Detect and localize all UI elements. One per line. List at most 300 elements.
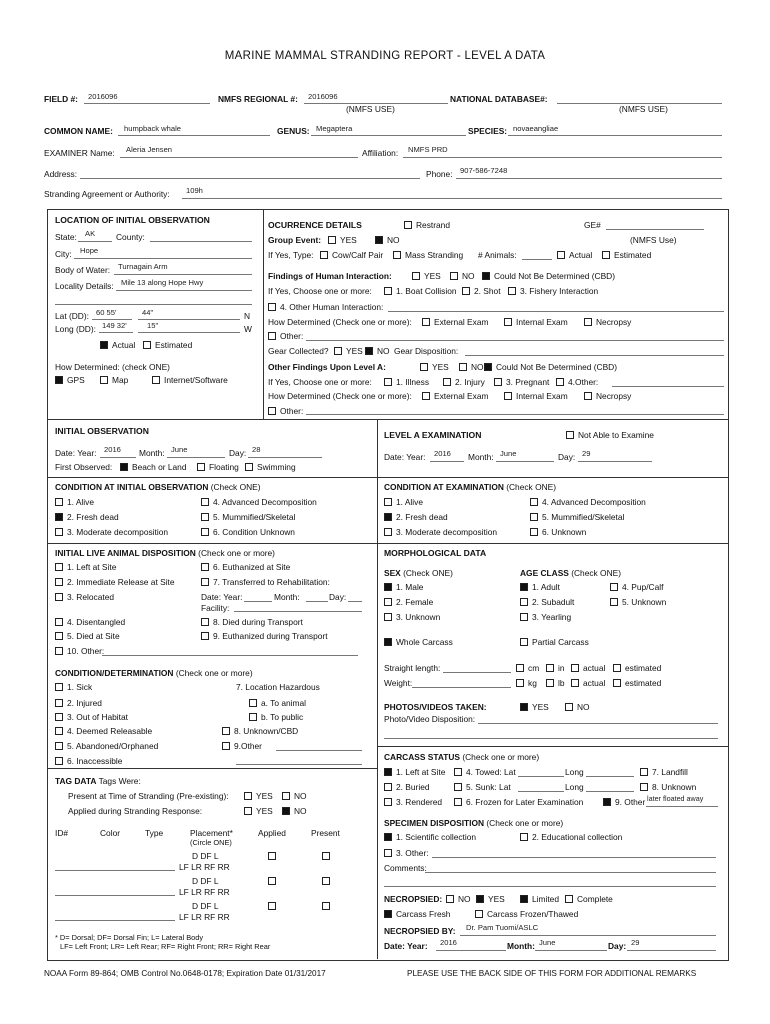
len-actual-option[interactable]: actual xyxy=(571,663,605,673)
sex-male-option[interactable]: 1. Male xyxy=(384,582,423,592)
nec-day-line[interactable] xyxy=(627,950,716,951)
boat-option[interactable]: 1. Boat Collision xyxy=(384,286,457,296)
len-estimated-option[interactable]: estimated xyxy=(613,663,661,673)
det-injured-option[interactable]: 2. Injured xyxy=(55,698,102,708)
animals-line[interactable] xyxy=(522,259,552,260)
la-day-line[interactable] xyxy=(578,461,652,462)
of-cbd-option[interactable]: Could Not Be Determined (CBD) xyxy=(484,362,617,372)
injury-option[interactable]: 2. Injury xyxy=(443,377,485,387)
animals-actual-option[interactable]: Actual xyxy=(557,250,592,260)
species-line[interactable] xyxy=(508,135,722,136)
sex-unknown-option[interactable]: 3. Unknown xyxy=(384,612,440,622)
necropsy-complete-checkbox[interactable] xyxy=(565,895,573,903)
carcass-landfill-checkbox[interactable] xyxy=(640,768,648,776)
disp-other-checkbox[interactable] xyxy=(55,647,63,655)
locality-line-2[interactable] xyxy=(55,304,252,305)
necropsy-checkbox[interactable] xyxy=(584,318,592,326)
ci-mummified-option[interactable]: 5. Mummified/Skeletal xyxy=(201,512,295,522)
of-ext-exam-checkbox[interactable] xyxy=(422,392,430,400)
of-other-option[interactable]: Other: xyxy=(268,406,303,416)
whole-carcass-option[interactable]: Whole Carcass xyxy=(384,637,453,647)
necropsied-yes-option[interactable]: YES xyxy=(476,894,505,904)
beach-checkbox[interactable] xyxy=(120,463,128,471)
photos-yes-checkbox[interactable] xyxy=(520,703,528,711)
ce-moderate-option[interactable]: 3. Moderate decomposition xyxy=(384,527,497,537)
int-exam-checkbox[interactable] xyxy=(504,318,512,326)
beach-option[interactable]: Beach or Land xyxy=(120,462,186,472)
agreement-line[interactable] xyxy=(182,198,722,199)
carcass-frozen-checkbox[interactable] xyxy=(454,798,462,806)
photo-disp-line-2[interactable] xyxy=(384,738,718,739)
of-int-exam-option[interactable]: Internal Exam xyxy=(504,391,568,401)
animals-estimated-checkbox[interactable] xyxy=(602,251,610,259)
carcass-frozen-thawed-checkbox[interactable] xyxy=(475,910,483,918)
comments-line[interactable] xyxy=(425,872,716,873)
ce-moderate-checkbox[interactable] xyxy=(384,528,392,536)
gps-checkbox[interactable] xyxy=(55,376,63,384)
nec-month-line[interactable] xyxy=(535,950,607,951)
ce-unknown-checkbox[interactable] xyxy=(530,528,538,536)
of-ext-exam-option[interactable]: External Exam xyxy=(422,391,488,401)
pregnant-option[interactable]: 3. Pregnant xyxy=(494,377,549,387)
age-adult-option[interactable]: 1. Adult xyxy=(520,582,560,592)
mass-stranding-option[interactable]: Mass Stranding xyxy=(393,250,463,260)
cm-option[interactable]: cm xyxy=(516,663,539,673)
io-day-line[interactable] xyxy=(248,457,322,458)
specimen-educational-checkbox[interactable] xyxy=(520,833,528,841)
age-subadult-checkbox[interactable] xyxy=(520,598,528,606)
sex-female-option[interactable]: 2. Female xyxy=(384,597,433,607)
fishery-option[interactable]: 3. Fishery Interaction xyxy=(508,286,598,296)
carcass-other-checkbox[interactable] xyxy=(603,798,611,806)
lat-min-line[interactable] xyxy=(138,319,240,320)
photos-yes-option[interactable]: YES xyxy=(520,702,549,712)
gear-disposition-line[interactable] xyxy=(465,355,724,356)
det-to-animal-checkbox[interactable] xyxy=(249,699,257,707)
animals-actual-checkbox[interactable] xyxy=(557,251,565,259)
injury-checkbox[interactable] xyxy=(443,378,451,386)
disp-immediate-option[interactable]: 2. Immediate Release at Site xyxy=(55,577,175,587)
lat-deg-line[interactable] xyxy=(92,319,132,320)
animals-estimated-option[interactable]: Estimated xyxy=(602,250,651,260)
of-other-checkbox[interactable] xyxy=(268,407,276,415)
gear-no-option[interactable]: NO xyxy=(365,346,390,356)
ci-alive-checkbox[interactable] xyxy=(55,498,63,506)
of-necropsy-checkbox[interactable] xyxy=(584,392,592,400)
nec-year-line[interactable] xyxy=(436,950,506,951)
det-abandoned-option[interactable]: 5. Abandoned/Orphaned xyxy=(55,741,158,751)
disp-died-transport-option[interactable]: 8. Died during Transport xyxy=(201,617,303,627)
gear-no-checkbox[interactable] xyxy=(365,347,373,355)
age-pup-option[interactable]: 4. Pup/Calf xyxy=(610,582,663,592)
swimming-option[interactable]: Swimming xyxy=(245,462,296,472)
carcass-buried-checkbox[interactable] xyxy=(384,783,392,791)
det-sick-checkbox[interactable] xyxy=(55,683,63,691)
necropsy-limited-checkbox[interactable] xyxy=(520,895,528,903)
det-other-line-2[interactable] xyxy=(236,764,362,765)
cow-calf-checkbox[interactable] xyxy=(320,251,328,259)
necropsied-no-checkbox[interactable] xyxy=(446,895,454,903)
of-necropsy-option[interactable]: Necropsy xyxy=(584,391,631,401)
locality-line[interactable] xyxy=(116,290,252,291)
long-deg-line[interactable] xyxy=(99,332,133,333)
carcass-unknown-option[interactable]: 8. Unknown xyxy=(640,782,696,792)
necropsy-option[interactable]: Necropsy xyxy=(584,317,631,327)
det-releasable-option[interactable]: 4. Deemed Releasable xyxy=(55,726,152,736)
ci-advanced-option[interactable]: 4. Advanced Decomposition xyxy=(201,497,317,507)
age-unknown-checkbox[interactable] xyxy=(610,598,618,606)
lb-checkbox[interactable] xyxy=(546,679,554,687)
photos-no-checkbox[interactable] xyxy=(565,703,573,711)
weight-line[interactable] xyxy=(412,687,511,688)
int-exam-option[interactable]: Internal Exam xyxy=(504,317,568,327)
state-line[interactable] xyxy=(78,241,112,242)
of-int-exam-checkbox[interactable] xyxy=(504,392,512,400)
specimen-scientific-option[interactable]: 1. Scientific collection xyxy=(384,832,476,842)
wt-estimated-option[interactable]: estimated xyxy=(613,678,661,688)
other-human-option[interactable]: 4. Other Human Interaction: xyxy=(268,302,383,312)
floating-option[interactable]: Floating xyxy=(197,462,239,472)
map-option[interactable]: Map xyxy=(100,375,128,385)
ext-exam-checkbox[interactable] xyxy=(422,318,430,326)
age-yearling-option[interactable]: 3. Yearling xyxy=(520,612,571,622)
det-other-option[interactable]: 9.Other xyxy=(222,741,262,751)
specimen-other-option[interactable]: 3. Other: xyxy=(384,848,429,858)
hi-yes-option[interactable]: YES xyxy=(412,271,441,281)
gear-yes-checkbox[interactable] xyxy=(334,347,342,355)
ci-fresh-option[interactable]: 2. Fresh dead xyxy=(55,512,119,522)
io-month-line[interactable] xyxy=(167,457,225,458)
hi-other-checkbox[interactable] xyxy=(268,332,276,340)
ci-advanced-checkbox[interactable] xyxy=(201,498,209,506)
fishery-checkbox[interactable] xyxy=(508,287,516,295)
carcass-towed-checkbox[interactable] xyxy=(454,768,462,776)
carcass-rendered-option[interactable]: 3. Rendered xyxy=(384,797,442,807)
ce-unknown-option[interactable]: 6. Unknown xyxy=(530,527,586,537)
hi-other-line[interactable] xyxy=(306,340,724,341)
det-habitat-option[interactable]: 3. Out of Habitat xyxy=(55,712,128,722)
det-unknown-option[interactable]: 8. Unknown/CBD xyxy=(222,726,298,736)
body-water-line[interactable] xyxy=(114,274,252,275)
hi-cbd-checkbox[interactable] xyxy=(482,272,490,280)
la-year-line[interactable] xyxy=(430,461,464,462)
sunk-lat-line[interactable] xyxy=(518,791,564,792)
not-able-option[interactable]: Not Able to Examine xyxy=(566,430,654,440)
specimen-other-line[interactable] xyxy=(432,857,716,858)
disp-day-line[interactable] xyxy=(348,601,362,602)
carcass-landfill-option[interactable]: 7. Landfill xyxy=(640,767,688,777)
gear-yes-option[interactable]: YES xyxy=(334,346,363,356)
det-inaccessible-checkbox[interactable] xyxy=(55,757,63,765)
affiliation-line[interactable] xyxy=(403,157,722,158)
map-checkbox[interactable] xyxy=(100,376,108,384)
of-no-option[interactable]: NO xyxy=(459,362,484,372)
swimming-checkbox[interactable] xyxy=(245,463,253,471)
cm-checkbox[interactable] xyxy=(516,664,524,672)
cow-calf-option[interactable]: Cow/Calf Pair xyxy=(320,250,383,260)
disp-transferred-checkbox[interactable] xyxy=(201,578,209,586)
in-option[interactable]: in xyxy=(546,663,565,673)
disp-left-option[interactable]: 1. Left at Site xyxy=(55,562,116,572)
floating-checkbox[interactable] xyxy=(197,463,205,471)
common-name-line[interactable] xyxy=(118,135,270,136)
photos-no-option[interactable]: NO xyxy=(565,702,590,712)
ce-alive-option[interactable]: 1. Alive xyxy=(384,497,423,507)
carcass-sunk-option[interactable]: 5. Sunk: Lat xyxy=(454,782,511,792)
age-unknown-option[interactable]: 5. Unknown xyxy=(610,597,666,607)
tag-row1-applied[interactable] xyxy=(268,851,280,861)
carcass-sunk-checkbox[interactable] xyxy=(454,783,462,791)
internet-option[interactable]: Internet/Software xyxy=(152,375,228,385)
pregnant-checkbox[interactable] xyxy=(494,378,502,386)
other4-option[interactable]: 4.Other: xyxy=(556,377,598,387)
disp-euth-transport-checkbox[interactable] xyxy=(201,632,209,640)
carcass-left-checkbox[interactable] xyxy=(384,768,392,776)
tag-applied-yes-option[interactable]: YES xyxy=(244,806,273,816)
tag-row3-applied[interactable] xyxy=(268,901,280,911)
ext-exam-option[interactable]: External Exam xyxy=(422,317,488,327)
ce-fresh-option[interactable]: 2. Fresh dead xyxy=(384,512,448,522)
hi-cbd-option[interactable]: Could Not Be Determined (CBD) xyxy=(482,271,615,281)
disp-euth-transport-option[interactable]: 9. Euthanized during Transport xyxy=(201,631,328,641)
hi-yes-checkbox[interactable] xyxy=(412,272,420,280)
carcass-frozen-option[interactable]: 6. Frozen for Later Examination xyxy=(454,797,583,807)
tag-present-yes-checkbox[interactable] xyxy=(244,792,252,800)
long-min-line[interactable] xyxy=(138,332,240,333)
ci-moderate-checkbox[interactable] xyxy=(55,528,63,536)
boat-checkbox[interactable] xyxy=(384,287,392,295)
shot-option[interactable]: 2. Shot xyxy=(462,286,501,296)
hi-other-option[interactable]: Other: xyxy=(268,331,303,341)
carcass-towed-option[interactable]: 4. Towed: Lat xyxy=(454,767,516,777)
carcass-other-option[interactable]: 9. Other xyxy=(603,797,645,807)
age-subadult-option[interactable]: 2. Subadult xyxy=(520,597,574,607)
gps-option[interactable]: GPS xyxy=(55,375,85,385)
tag-row3-present[interactable] xyxy=(322,901,334,911)
ci-mummified-checkbox[interactable] xyxy=(201,513,209,521)
actual-checkbox[interactable] xyxy=(100,341,108,349)
tag-row3-applied-checkbox[interactable] xyxy=(268,902,276,910)
ce-advanced-option[interactable]: 4. Advanced Decomposition xyxy=(530,497,646,507)
det-habitat-checkbox[interactable] xyxy=(55,713,63,721)
disp-euth-site-checkbox[interactable] xyxy=(201,563,209,571)
specimen-educational-option[interactable]: 2. Educational collection xyxy=(520,832,622,842)
len-actual-checkbox[interactable] xyxy=(571,664,579,672)
examiner-line[interactable] xyxy=(120,157,358,158)
tag-row3-present-checkbox[interactable] xyxy=(322,902,330,910)
carcass-rendered-checkbox[interactable] xyxy=(384,798,392,806)
ce-alive-checkbox[interactable] xyxy=(384,498,392,506)
ce-mummified-checkbox[interactable] xyxy=(530,513,538,521)
carcass-fresh-option[interactable]: Carcass Fresh xyxy=(384,909,450,919)
det-to-animal-option[interactable]: a. To animal xyxy=(249,698,306,708)
age-pup-checkbox[interactable] xyxy=(610,583,618,591)
necropsied-yes-checkbox[interactable] xyxy=(476,895,484,903)
det-other-line[interactable] xyxy=(276,750,362,751)
of-yes-option[interactable]: YES xyxy=(420,362,449,372)
internet-checkbox[interactable] xyxy=(152,376,160,384)
kg-option[interactable]: kg xyxy=(516,678,537,688)
ci-moderate-option[interactable]: 3. Moderate decomposition xyxy=(55,527,168,537)
disp-disentangled-option[interactable]: 4. Disentangled xyxy=(55,617,125,627)
disp-other-line[interactable] xyxy=(102,655,358,656)
tag-row1-present[interactable] xyxy=(322,851,334,861)
city-line[interactable] xyxy=(74,258,252,259)
estimated-checkbox[interactable] xyxy=(143,341,151,349)
sex-unknown-checkbox[interactable] xyxy=(384,613,392,621)
disp-died-transport-checkbox[interactable] xyxy=(201,618,209,626)
field-input-line[interactable] xyxy=(84,103,210,104)
sex-male-checkbox[interactable] xyxy=(384,583,392,591)
ci-unknown-checkbox[interactable] xyxy=(201,528,209,536)
carcass-fresh-checkbox[interactable] xyxy=(384,910,392,918)
other4-checkbox[interactable] xyxy=(556,378,564,386)
address-line[interactable] xyxy=(80,178,420,179)
ge-line[interactable] xyxy=(606,229,704,230)
in-checkbox[interactable] xyxy=(546,664,554,672)
det-other-checkbox[interactable] xyxy=(222,742,230,750)
tag-present-no-checkbox[interactable] xyxy=(282,792,290,800)
specimen-other-checkbox[interactable] xyxy=(384,849,392,857)
tag-present-no-option[interactable]: NO xyxy=(282,791,307,801)
len-estimated-checkbox[interactable] xyxy=(613,664,621,672)
det-abandoned-checkbox[interactable] xyxy=(55,742,63,750)
hi-no-option[interactable]: NO xyxy=(450,271,475,281)
tag-row1-present-checkbox[interactable] xyxy=(322,852,330,860)
towed-long-line[interactable] xyxy=(586,776,634,777)
ce-fresh-checkbox[interactable] xyxy=(384,513,392,521)
kg-checkbox[interactable] xyxy=(516,679,524,687)
det-injured-checkbox[interactable] xyxy=(55,699,63,707)
group-yes-checkbox[interactable] xyxy=(328,236,336,244)
partial-carcass-checkbox[interactable] xyxy=(520,638,528,646)
group-yes-option[interactable]: YES xyxy=(328,235,357,245)
det-sick-option[interactable]: 1. Sick xyxy=(55,682,92,692)
ci-alive-option[interactable]: 1. Alive xyxy=(55,497,94,507)
disp-died-site-option[interactable]: 5. Died at Site xyxy=(55,631,120,641)
carcass-buried-option[interactable]: 2. Buried xyxy=(384,782,430,792)
length-line[interactable] xyxy=(443,672,511,673)
tag-applied-no-option[interactable]: NO xyxy=(282,806,307,816)
necropsied-no-option[interactable]: NO xyxy=(446,894,471,904)
carcass-frozen-thawed-option[interactable]: Carcass Frozen/Thawed xyxy=(475,909,578,919)
disp-month-line[interactable] xyxy=(306,601,328,602)
photo-disp-line[interactable] xyxy=(478,723,718,724)
tag-row1-line[interactable] xyxy=(55,870,175,871)
disp-disentangled-checkbox[interactable] xyxy=(55,618,63,626)
ci-unknown-option[interactable]: 6. Condition Unknown xyxy=(201,527,295,537)
partial-carcass-option[interactable]: Partial Carcass xyxy=(520,637,589,647)
io-year-line[interactable] xyxy=(100,457,136,458)
sunk-long-line[interactable] xyxy=(586,791,634,792)
group-no-option[interactable]: NO xyxy=(375,235,400,245)
lb-option[interactable]: lb xyxy=(546,678,565,688)
mass-stranding-checkbox[interactable] xyxy=(393,251,401,259)
restrand-checkbox[interactable] xyxy=(404,221,412,229)
disp-immediate-checkbox[interactable] xyxy=(55,578,63,586)
disp-transferred-option[interactable]: 7. Transferred to Rehabilitation: xyxy=(201,577,330,587)
restrand-option[interactable]: Restrand xyxy=(404,220,450,230)
disp-relocated-option[interactable]: 3. Relocated xyxy=(55,592,114,602)
whole-carcass-checkbox[interactable] xyxy=(384,638,392,646)
illness-option[interactable]: 1. Illness xyxy=(384,377,429,387)
not-able-checkbox[interactable] xyxy=(566,431,574,439)
age-yearling-checkbox[interactable] xyxy=(520,613,528,621)
tag-note-2: LF= Left Front; LR= Left Rear; RF= Right Front; RR= Right Rear xyxy=(60,942,271,951)
tag-applied-no-checkbox[interactable] xyxy=(282,807,290,815)
disp-died-site-checkbox[interactable] xyxy=(55,632,63,640)
other-human-checkbox[interactable] xyxy=(268,303,276,311)
det-unknown-checkbox[interactable] xyxy=(222,727,230,735)
ce-advanced-checkbox[interactable] xyxy=(530,498,538,506)
disp-euth-site-option[interactable]: 6. Euthanized at Site xyxy=(201,562,290,572)
carcass-unknown-checkbox[interactable] xyxy=(640,783,648,791)
tag-row2-applied[interactable] xyxy=(268,876,280,886)
tag-applied-yes-checkbox[interactable] xyxy=(244,807,252,815)
tag-row1-applied-checkbox[interactable] xyxy=(268,852,276,860)
age-adult-checkbox[interactable] xyxy=(520,583,528,591)
disp-left-checkbox[interactable] xyxy=(55,563,63,571)
hi-no-checkbox[interactable] xyxy=(450,272,458,280)
disp-year-line[interactable] xyxy=(244,601,272,602)
shot-checkbox[interactable] xyxy=(462,287,470,295)
carcass-left-option[interactable]: 1. Left at Site xyxy=(384,767,445,777)
carcass-other-line[interactable] xyxy=(646,806,718,807)
det-to-public-option[interactable]: b. To public xyxy=(249,712,303,722)
tag-present-yes-option[interactable]: YES xyxy=(244,791,273,801)
ce-mummified-option[interactable]: 5. Mummified/Skeletal xyxy=(530,512,624,522)
wt-actual-option[interactable]: actual xyxy=(571,678,605,688)
phone-line[interactable] xyxy=(456,178,722,179)
estimated-option[interactable]: Estimated xyxy=(143,340,192,350)
det-inaccessible-option[interactable]: 6. Inaccessible xyxy=(55,756,122,766)
group-no-checkbox[interactable] xyxy=(375,236,383,244)
towed-lat-line[interactable] xyxy=(518,776,564,777)
tag-row2-line[interactable] xyxy=(55,895,175,896)
tag-row2-applied-checkbox[interactable] xyxy=(268,877,276,885)
ci-fresh-checkbox[interactable] xyxy=(55,513,63,521)
other-human-line[interactable] xyxy=(388,311,724,312)
tag-row2-present-checkbox[interactable] xyxy=(322,877,330,885)
necropsy-limited-option[interactable]: Limited xyxy=(520,894,559,904)
det-releasable-checkbox[interactable] xyxy=(55,727,63,735)
county-line[interactable] xyxy=(150,241,252,242)
tag-row3-line[interactable] xyxy=(55,920,175,921)
of-other-line[interactable] xyxy=(306,414,724,415)
comments-line-2[interactable] xyxy=(384,886,716,887)
of-cbd-checkbox[interactable] xyxy=(484,363,492,371)
illness-checkbox[interactable] xyxy=(384,378,392,386)
det-to-public-checkbox[interactable] xyxy=(249,713,257,721)
specimen-scientific-checkbox[interactable] xyxy=(384,833,392,841)
wt-estimated-checkbox[interactable] xyxy=(613,679,621,687)
of-no-checkbox[interactable] xyxy=(459,363,467,371)
disp-relocated-checkbox[interactable] xyxy=(55,593,63,601)
sex-female-checkbox[interactable] xyxy=(384,598,392,606)
wt-actual-checkbox[interactable] xyxy=(571,679,579,687)
disp-other-option[interactable]: 10. Other: xyxy=(55,646,104,656)
genus-line[interactable] xyxy=(311,135,466,136)
la-month-line[interactable] xyxy=(496,461,554,462)
of-yes-checkbox[interactable] xyxy=(420,363,428,371)
disp-facility-line[interactable] xyxy=(234,611,362,612)
actual-option[interactable]: Actual xyxy=(100,340,135,350)
tag-present-label: Present at Time of Stranding (Pre-existing): xyxy=(68,791,229,801)
other4-line[interactable] xyxy=(612,386,724,387)
necropsied-by-line[interactable] xyxy=(460,935,716,936)
tag-row2-present[interactable] xyxy=(322,876,334,886)
necropsy-complete-option[interactable]: Complete xyxy=(565,894,613,904)
